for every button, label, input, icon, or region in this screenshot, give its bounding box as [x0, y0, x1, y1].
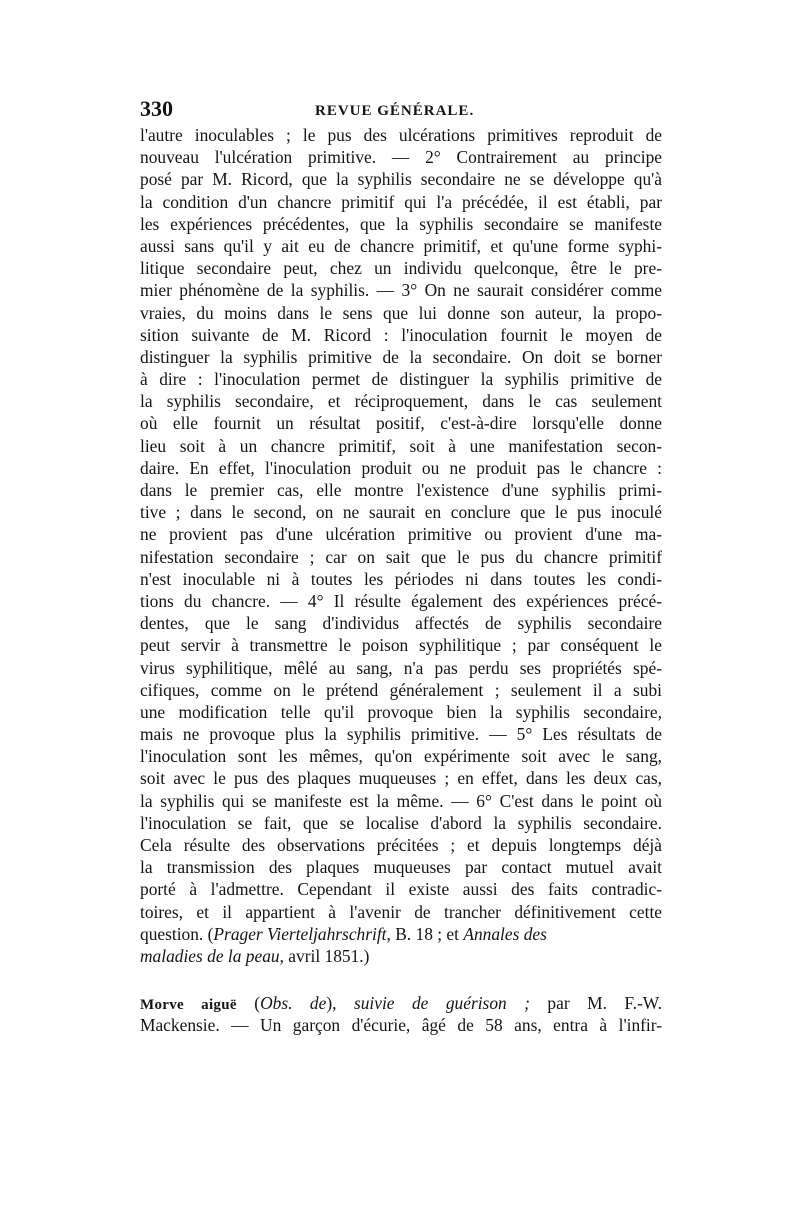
text-line: ne provient pas d'une ulcération primitive ou provient d'une ma- — [140, 524, 662, 545]
morve-heading-line — [140, 992, 662, 1014]
text-line: dans le premier cas, elle montre l'existence d'une syphilis primi- — [140, 480, 662, 500]
citation-line-1 — [140, 923, 662, 945]
obs-label: Obs. de — [260, 993, 327, 1014]
text-line: soit avec le pus des plaques muqueuses ; en effet, dans les deux cas, — [140, 768, 662, 789]
citation-open: question. ( — [140, 923, 214, 944]
citation-close: , avril 1851.) — [279, 945, 370, 966]
paragraph-syphilis-conclusions — [140, 124, 662, 923]
text-line: distinguer la syphilis primitive de la secondaire. On doit se borner — [140, 346, 662, 367]
text-line: Cela résulte des observations précitées ; et depuis longtemps déjà — [140, 835, 662, 855]
text-line: cifiques, comme on le prétend généralement ; seulement il a subi — [140, 679, 662, 700]
text-line: où elle fournit un résultat positif, c'est-à-dire lorsqu'elle donne — [140, 413, 662, 434]
text-line: peut servir à transmettre le poison syphilitique ; par conséquent le — [140, 635, 662, 656]
page-number: 330 — [140, 96, 173, 121]
text-line: la transmission des plaques muqueuses par contact mutuel avait — [140, 857, 662, 878]
running-title: REVUE GÉNÉRALE. — [315, 103, 475, 119]
citation-line-2 — [140, 945, 662, 967]
text-line: posé par M. Ricord, que la syphilis secondaire ne se développe qu'à — [140, 169, 662, 190]
author-start: par M. F.-W. — [529, 993, 662, 1014]
paragraph-gap — [140, 967, 662, 992]
text-line: lieu soit à un chancre primitif, soit à une manifestation secon- — [140, 435, 662, 456]
text-line: nifestation secondaire ; car on sait que le pus du chancre primitif — [140, 546, 662, 567]
text-line: aussi sans qu'il y ait eu de chancre primitif, et qu'une forme syphi- — [140, 235, 662, 256]
rubric-morve-aigue: Morve aiguë — [140, 997, 237, 1014]
text-line: nouveau l'ulcération primitive. — 2° Contrairement au principe — [140, 147, 662, 168]
obs-close: ), — [326, 993, 354, 1014]
text-line: à dire : l'inoculation permet de distinguer la syphilis primitive de — [140, 369, 662, 390]
text-line: daire. En effet, l'inoculation produit ou ne produit pas le chancre : — [140, 457, 662, 478]
text-line: l'inoculation se fait, que se localise d'abord la syphilis secondaire. — [140, 812, 662, 833]
body-text — [140, 124, 662, 1037]
text-line: la condition d'un chancre primitif qui l'a précédée, il est établi, par — [140, 191, 662, 212]
case-subtitle: suivie de guérison ; — [353, 993, 530, 1014]
text-line: tions du chancre. — 4° Il résulte également des expériences précé- — [140, 590, 662, 611]
text-line: mais ne provoque plus la syphilis primitive. — 5° Les résultats de — [140, 724, 662, 745]
morve-text-line: Mackensie. — Un garçon d'écurie, âgé de 58 ans, entra à l'infir- — [140, 1015, 662, 1036]
text-line: porté à l'admettre. Cependant il existe aussi des faits contradic- — [140, 879, 662, 900]
text-line: sition suivante de M. Ricord : l'inoculation fournit le moyen de — [140, 324, 662, 345]
text-line: dentes, que le sang d'individus affectés de syphilis secondaire — [140, 613, 662, 634]
journal-title-prager: Prager Vierteljahrschrift — [213, 923, 387, 944]
text-line: une modification telle qu'il provoque bien la syphilis secondaire, — [140, 701, 662, 722]
journal-title-annales-cont: maladies de la peau — [140, 945, 280, 966]
text-line: virus syphilitique, mêlé au sang, n'a pas perdu ses propriétés spé- — [140, 657, 662, 678]
text-line: la syphilis secondaire, et réciproquement, dans le cas seulement — [140, 391, 662, 412]
text-line: n'est inoculable ni à toutes les périodes ni dans toutes les condi- — [140, 568, 662, 589]
text-line: la syphilis qui se manifeste est la même. — 6° C'est dans le point où — [140, 790, 662, 811]
text-line: les expériences précédentes, que la syphilis secondaire se manifeste — [140, 213, 662, 234]
text-line: toires, et il appartient à l'avenir de trancher définitivement cette — [140, 901, 662, 922]
text-line: vraies, du moins dans le sens que lui donne son auteur, la propo- — [140, 302, 662, 323]
text-line: l'autre inoculables ; le pus des ulcérations primitives reproduit de — [140, 125, 662, 145]
journal-title-annales: Annales des — [463, 923, 547, 944]
text-line: l'inoculation sont les mêmes, qu'on expérimente soit avec le sang, — [140, 746, 662, 767]
text-line: mier phénomène de la syphilis. — 3° On ne saurait considérer comme — [140, 280, 662, 301]
obs-open: ( — [236, 993, 261, 1014]
text-line: litique secondaire peut, chez un individu quelconque, être le pre- — [140, 258, 662, 279]
text-line: tive ; dans le second, on ne saurait en conclure que le pus inoculé — [140, 502, 662, 523]
citation-mid: , B. 18 ; et — [386, 923, 464, 944]
